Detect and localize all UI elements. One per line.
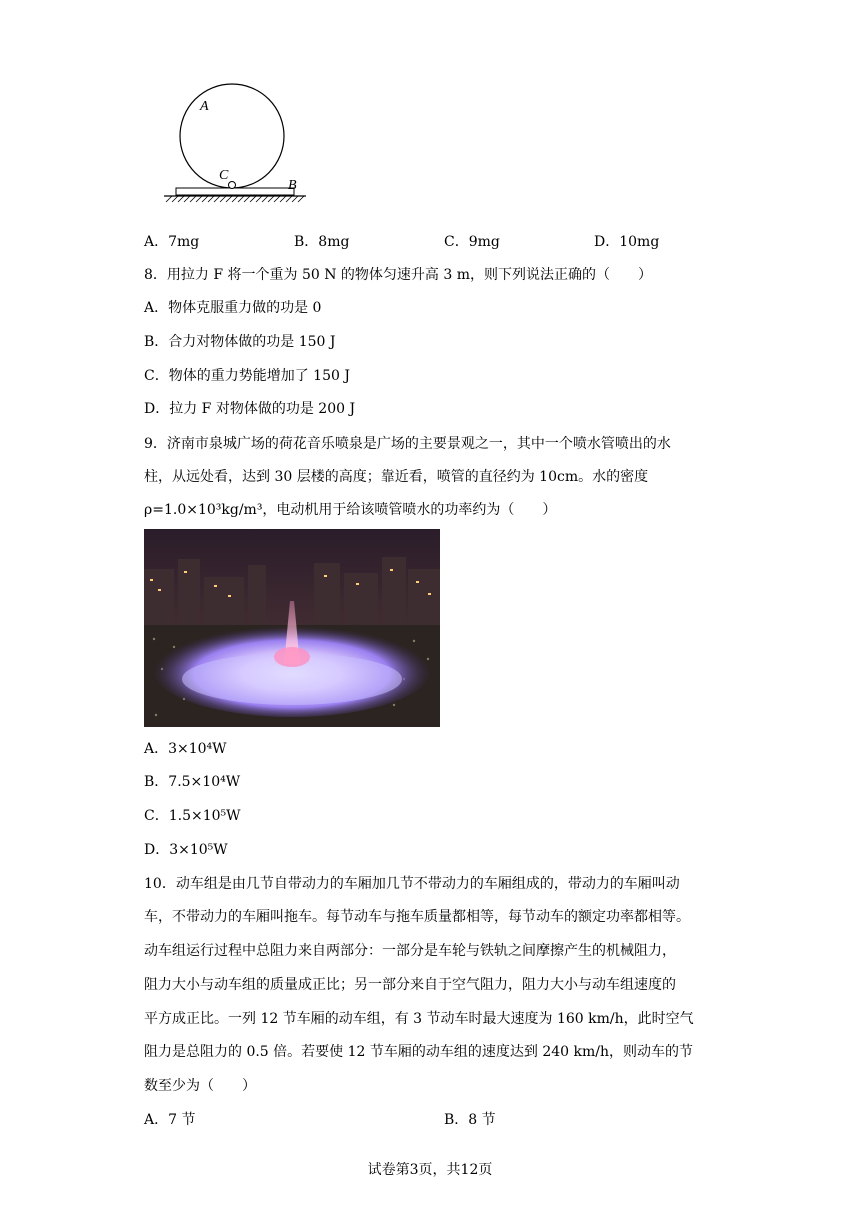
q9-stem-line-1: 9．济南市泉城广场的荷花音乐喷泉是广场的主要景观之一，其中一个喷水管喷出的水	[144, 436, 671, 452]
base-plate	[176, 188, 294, 195]
q8-stem: 8．用拉力 F 将一个重为 50 N 的物体匀速升高 3 m，则下列说法正确的（ ）	[144, 267, 653, 283]
q8-option-c: C．物体的重力势能增加了 150 J	[144, 368, 350, 384]
q10-stem-line-1: 10．动车组是由几节自带动力的车厢加几节不带动力的车厢组成的，带动力的车厢叫动	[144, 876, 680, 892]
q9-option-b: B．7.5×10⁴W	[144, 774, 241, 790]
q10-stem-line-2: 车，不带动力的车厢叫拖车。每节动车与拖车质量都相等，每节动车的额定功率都相等。	[144, 909, 690, 925]
q10-stem-line-6: 阻力是总阻力的 0.5 倍。若要使 12 节车厢的动车组的速度达到 240 km/h，则动车的节	[144, 1044, 693, 1060]
q10-stem-line-3: 动车组运行过程中总阻力来自两部分：一部分是车轮与铁轨之间摩擦产生的机械阻力，	[144, 943, 676, 959]
q9-option-c: C．1.5×10⁵W	[144, 808, 241, 824]
q7-option-b: B．8mg	[294, 234, 350, 250]
q8-option-d: D．拉力 F 对物体做的功是 200 J	[144, 401, 356, 417]
center-lotus	[274, 647, 310, 667]
label-b: B	[288, 178, 297, 193]
q10-option-b: B．8 节	[444, 1112, 496, 1128]
label-a: A	[200, 99, 209, 114]
q9-option-a: A．3×10⁴W	[144, 741, 227, 757]
q7-option-d: D．10mg	[594, 234, 660, 250]
q10-stem-line-5: 平方成正比。一列 12 节车厢的动车组，有 3 节动车时最大速度为 160 km/h，此时空气	[144, 1011, 694, 1027]
q7-option-c: C．9mg	[444, 234, 500, 250]
q10-option-a: A．7 节	[144, 1112, 196, 1128]
q9-stem-line-3: ρ=1.0×10³kg/m³，电动机用于给该喷管喷水的功率约为（ ）	[144, 502, 557, 518]
small-ball	[229, 182, 236, 189]
fountain-photo	[144, 529, 440, 727]
circle-track	[180, 84, 284, 188]
q10-stem-line-7: 数至少为（ ）	[144, 1078, 256, 1094]
q8-option-a: A．物体克服重力做的功是 0	[144, 300, 322, 316]
q9-option-d: D．3×10⁵W	[144, 842, 228, 858]
ground-hatching	[166, 196, 304, 202]
page-footer: 试卷第3页，共12页	[367, 1162, 493, 1178]
q8-option-b: B．合力对物体做的功是 150 J	[144, 334, 336, 350]
q10-stem-line-4: 阻力大小与动车组的质量成正比；另一部分来自于空气阻力，阻力大小与动车组速度的	[144, 977, 676, 993]
q9-stem-line-2: 柱，从远处看，达到 30 层楼的高度；靠近看，喷管的直径约为 10cm。水的密度	[144, 469, 649, 485]
q7-option-a: A．7mg	[144, 234, 200, 250]
circle-track-figure	[150, 78, 320, 212]
label-c: C	[219, 168, 229, 183]
